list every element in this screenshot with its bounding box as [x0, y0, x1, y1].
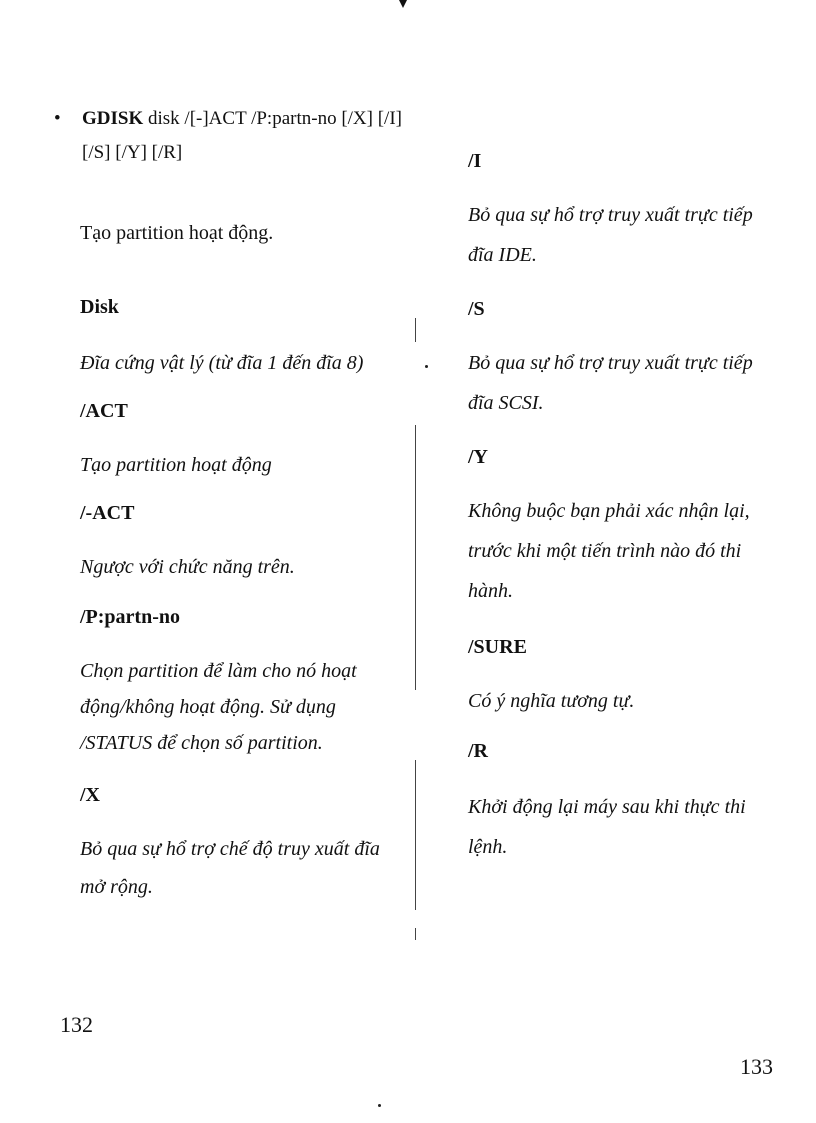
command-name: GDISK [82, 108, 144, 129]
param-desc: Ngược với chức năng trên. [80, 556, 295, 578]
param-desc: Có ý nghĩa tương tự. [468, 690, 635, 712]
param-name-x: /X [80, 784, 100, 806]
param-name-act: /ACT [80, 400, 128, 422]
param-desc: /STATUS để chọn số partition. [80, 732, 323, 754]
param-desc: Bỏ qua sự hổ trợ truy xuất trực tiếp [468, 352, 753, 374]
param-desc: Không buộc bạn phải xác nhận lại, [468, 500, 750, 522]
param-desc: động/không hoạt động. Sử dụng [80, 696, 336, 718]
param-desc: Khởi động lại máy sau khi thực thi [468, 796, 746, 818]
command-syntax-line1: disk /[-]ACT /P:partn-no [/X] [/I] [143, 108, 402, 129]
param-desc: Đĩa cứng vật lý (từ đĩa 1 đến đĩa 8) [80, 352, 364, 374]
gutter-rule [415, 928, 416, 940]
speck [425, 365, 428, 368]
page-number-left: 132 [60, 1012, 93, 1037]
top-marker-arrow [399, 0, 407, 8]
page-number-right: 133 [740, 1054, 773, 1079]
param-name-y: /Y [468, 446, 488, 468]
param-desc: mở rộng. [80, 876, 153, 898]
param-desc: đĩa SCSI. [468, 392, 544, 414]
speck [378, 1104, 381, 1107]
param-desc: đĩa IDE. [468, 244, 537, 266]
param-desc: trước khi một tiến trình nào đó thi [468, 540, 742, 562]
param-desc: lệnh. [468, 836, 508, 858]
param-name-s: /S [468, 298, 485, 320]
param-name-disk: Disk [80, 296, 119, 318]
param-desc: hành. [468, 580, 513, 602]
command-description: Tạo partition hoạt động. [80, 222, 274, 244]
param-desc: Bỏ qua sự hổ trợ truy xuất trực tiếp [468, 204, 753, 226]
gutter-rule [415, 318, 416, 342]
param-name-sure: /SURE [468, 636, 527, 658]
param-desc: Chọn partition để làm cho nó hoạt [80, 660, 357, 682]
param-name-r: /R [468, 740, 488, 762]
command-syntax-line2: [/S] [/Y] [/R] [82, 142, 183, 163]
param-name-i: /I [468, 150, 482, 172]
param-desc: Tạo partition hoạt động [80, 454, 272, 476]
bullet-icon: • [54, 108, 61, 129]
param-name-minus-act: /-ACT [80, 502, 135, 524]
param-desc: Bỏ qua sự hổ trợ chế độ truy xuất đĩa [80, 838, 380, 860]
gutter-rule [415, 760, 416, 910]
gutter-rule [415, 425, 416, 690]
param-name-p-partn-no: /P:partn-no [80, 606, 180, 628]
